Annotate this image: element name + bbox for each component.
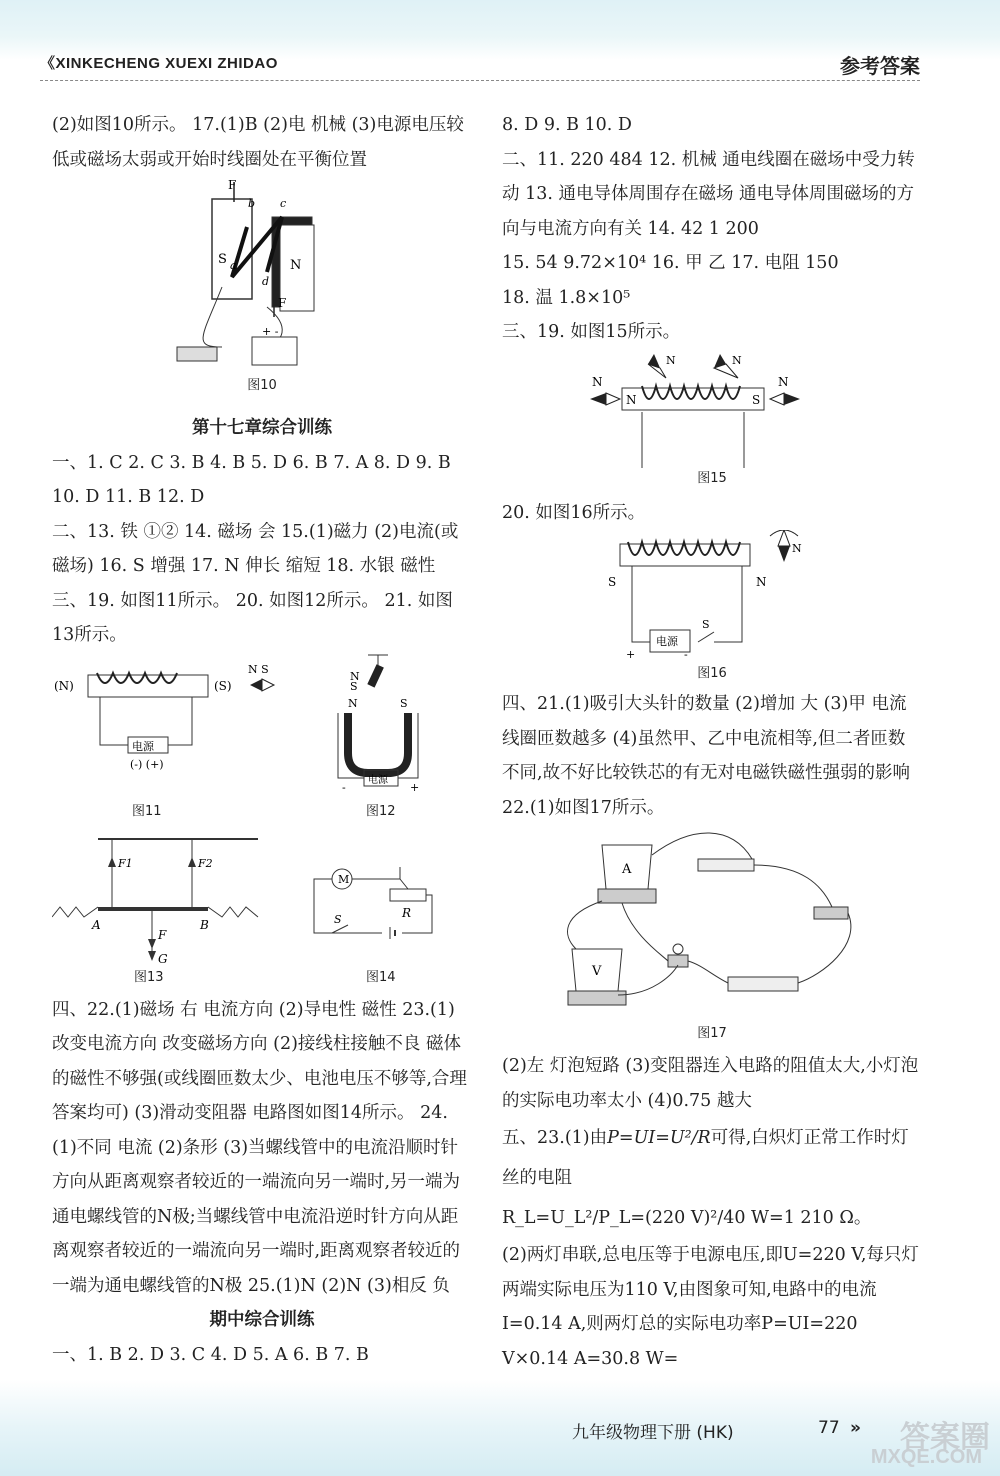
header-divider [40,80,920,81]
fig11-left-pole: (N) [54,678,74,693]
ch17-section1: 一、1. C 2. C 3. B 4. B 5. D 6. B 7. A 8. D 9. B 10. D 11. B 12. D [52,452,451,507]
fig14-R: R [402,905,412,920]
ch17-section4: 四、22.(1)磁场 右 电流方向 (2)导电性 磁性 23.(1)改变电流方向 改变磁场方向 (2)接线柱接触不良 磁体的磁性不够强(或线圈匝数太少、电池电压不够等,合理答案均可) (3)滑动变阻器 电路图如图14所示。 24.(1)不同 电流 (2)条形 (3)当螺线管中的电流沿顺时针方向从距离观察者较近的一端流向另一端时,另一端为通电螺线管的N极;当螺线管中电流沿逆时针方向从距离观察者较近的一端流向另一端时,距离观察者较近的一端为通电螺线管的N极 25.(1)N (2)N (3)相反 负 [52,999,467,1296]
fig10-b: b [248,197,256,210]
figure-17-caption: 图17 [697,1026,727,1041]
fig17-voltmeter: V [592,964,602,979]
fig12-plus: + [410,780,420,794]
left-column [52,108,472,1372]
fig15-N-left: N [592,374,603,389]
fig16-S-left: S [608,575,617,589]
fig15-S-coil: S [752,392,761,407]
fig10-c: c [280,197,287,210]
fig12-N-top: N [350,669,360,683]
fig16-power: 电源 [656,635,678,648]
fig10-F-bottom: F [278,296,287,310]
figure-16 [502,530,922,665]
fig13-F2: F2 [198,856,213,870]
fig12-S-top: S [350,679,358,693]
fig11-signs: (-) (+) [130,757,164,771]
fig15-N-2: N [732,353,742,367]
midterm-title: 期中综合训练 [209,1310,315,1330]
next-arrows: » [850,1418,861,1438]
figure-15-diagram [502,350,922,470]
fig15-N-1: N [666,353,676,367]
fig10-S: S [218,252,227,267]
series-name: 《XINKECHENG XUEXI ZHIDAO [40,55,278,72]
fig12-power: 电源 [368,774,388,786]
figure-17 [502,825,922,1025]
header-title: 参考答案 [840,54,920,78]
watermark-logo: 答案圈 [900,1421,990,1454]
figure-14-caption: 图14 [366,969,396,985]
right-column [502,108,922,1376]
figure-16-caption: 图16 [697,666,727,681]
sec5-text: 可得,白炽灯正常工作时灯丝的电阻 [502,1128,909,1188]
fig10-pm: + - [262,325,279,338]
fig14-S: S [334,912,342,926]
page-header [40,52,920,82]
fig13-F: F [158,927,167,942]
figure-15-caption: 图15 [697,470,727,486]
fig13-F1: F1 [118,856,133,870]
page-number: 77 [818,1418,840,1438]
ch17-section2: 二、13. 铁 ①② 14. 磁场 会 15.(1)磁力 (2)电流(或磁场) 16. S 增强 17. N 伸长 缩短 18. 水银 磁性 [52,521,459,576]
captions-11-12 [52,803,472,827]
watermark-url: MXQE.COM [870,1446,982,1468]
figures-11-12 [52,653,472,803]
mid-section3: 三、19. 如图15所示。 [502,322,681,342]
mid-answer-22: 22.(1)如图17所示。 [502,797,665,818]
fig16-minus: - [684,648,688,661]
fig16-N-right: N [756,575,767,589]
figure-10-caption: 图10 [247,378,277,393]
sec5-lead: 五、23.(1)由 [502,1128,608,1148]
fig12-N: N [348,696,358,710]
mid-section4: 四、21.(1)吸引大头针的数量 (2)增加 大 (3)甲 电流 线圈匝数越多 (4)虽然甲、乙中电流相等,但二者匝数不同,故不好比较铁芯的有无对电磁铁磁性强弱的影响 [502,694,911,783]
fig12-minus: - [342,780,346,794]
fig11-right-pole: (S) [214,678,232,693]
fig16-S-switch: S [702,618,710,631]
figure-17-diagram [502,825,922,1025]
fig10-d: d [262,275,270,288]
figures-13-14-diagrams [52,827,472,969]
answer-17: (2)如图10所示。 17.(1)B (2)电 机械 (3)电源电压较低或磁场太弱或开始时线圈处在平衡位置 [52,115,464,170]
mid-section2: 二、11. 220 484 12. 机械 通电线圈在磁场中受力转动 13. 通电导体周围存在磁场 通电导体周围磁场的方向与电流方向有关 14. 42 1 200 [502,149,915,239]
mid-answer-18: 18. 温 1.8×10⁵ [502,287,631,308]
fig13-A: A [92,917,101,932]
fig15-N-right: N [778,374,789,389]
fig17-ammeter: A [622,862,632,877]
fig13-B: B [200,917,209,932]
mid-section5-a [502,1118,922,1198]
figure-16-diagram [502,530,922,665]
book-title: 九年级物理下册 (HK) [572,1423,734,1443]
formula-power: P=UI=U²/R [607,1128,711,1148]
fig16-plus: + [626,648,636,661]
fig15-N-coil: N [626,392,637,407]
figure-10 [52,177,472,377]
mid-answers-15-17: 15. 54 9.72×10⁴ 16. 甲 乙 17. 电阻 150 [502,253,839,273]
figure-10-diagram [52,177,472,377]
figure-11-caption: 图11 [132,803,162,819]
figures-13-14 [52,827,472,969]
figures-11-12-diagrams [52,653,472,803]
fig10-a: a [230,259,237,272]
figure-15 [502,350,922,470]
ch17-section3: 三、19. 如图11所示。 20. 如图12所示。 21. 如图13所示。 [52,590,453,645]
figure-13-caption: 图13 [134,969,164,985]
fig16-needle-N: N [792,542,802,555]
fig11-power: 电源 [132,739,154,753]
figure-12-caption: 图12 [366,803,396,819]
fig11-needle: N S [248,662,269,676]
fig10-F-top: F [228,178,237,192]
midterm-section1: 一、1. B 2. D 3. C 4. D 5. A 6. B 7. B [52,1344,369,1365]
captions-13-14 [52,969,472,993]
mid-answers-8-10: 8. D 9. B 10. D [502,115,632,135]
fig12-S: S [400,696,408,710]
mid-answer-22-2: (2)左 灯泡短路 (3)变阻器连入电路的阻值太大,小灯泡的实际电功率太小 (4)0.75 越大 [502,1056,919,1111]
formula-resistance: R_L=U_L²/P_L=(220 V)²/40 W=1 210 Ω。 [502,1208,872,1228]
fig13-G: G [158,951,168,966]
fig10-N: N [290,258,302,273]
mid-section5-b: (2)两灯串联,总电压等于电源电压,即U=220 V,每只灯两端实际电压为110 V,由图象可知,电路中的电流I=0.14 A,则两灯总的实际电功率P=UI=220 V×0.14 A=30.8 W= [502,1245,919,1369]
chapter17-title: 第十七章综合训练 [192,418,332,438]
mid-answer-20: 20. 如图16所示。 [502,502,646,523]
fig14-M: M [338,872,350,886]
